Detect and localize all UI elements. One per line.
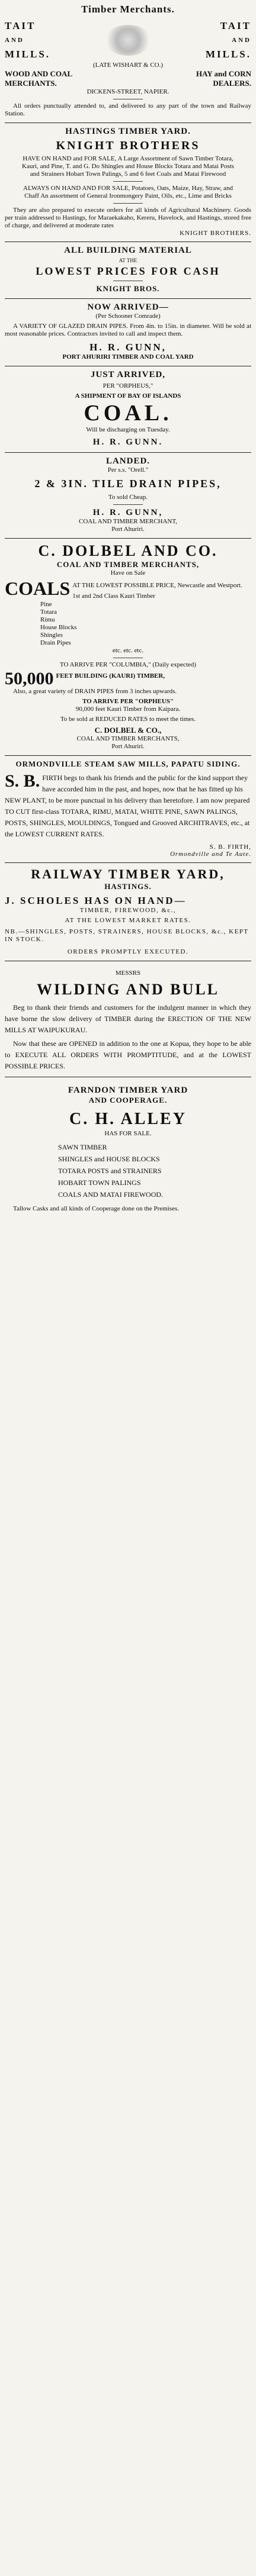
ad-title: Timber Merchants. [81, 4, 175, 15]
ad-knight-brothers [5, 123, 251, 242]
address: DICKENS-STREET, NAPIER. [87, 88, 169, 95]
item-list [5, 1141, 251, 1200]
sub: (LATE WISHART & CO.) [92, 62, 164, 69]
ad-gunn-coal: JUST ARRIVED, PER "ORPHEUS," A SHIPMENT OF BAY OF ISLANDS COAL. Will be discharging on Tuesday. H. R. GUNN. [5, 366, 251, 453]
produce-list: ALWAYS ON HAND AND FOR SALE, Potatoes, Oats, Maize, Hay, Straw, and Chaff An assortment of General Ironmongery Paint, Oils, etc., Lime and Bricks [23, 185, 233, 199]
ad-dolbel: C. DOLBEL AND CO. COAL AND TIMBER MERCHANTS, Have on Sale COALS AT THE LOWEST POSSIBLE PRICE, Newcastle and Westport. 1st and 2nd Class Kauri Timber Pine Totara Rimu House Blocks Shingles Drain Pipes etc. etc. etc. TO ARRIVE PER "COLUMBIA," (Daily expected) 50,000 FEET BUILDING (KAURI) TIMBER, Also, a great variety of DRAIN PIPES from 3 inches upwards. TO ARRIVE PER "ORPHEUS" 90,000 feet Kauri Timber from Kaipara. To be sold at REDUCED RATES to meet the times. C. DOLBEL & CO., COAL AND TIMBER MERCHANTS, Port Ahuriri. [5, 539, 251, 756]
ad-railway-timber-yard: RAILWAY TIMBER YARD, HASTINGS. J. SCHOLES HAS ON HAND— TIMBER, FIREWOOD, &c., AT THE LOWEST MARKET RATES. NB.—SHINGLES, POSTS, STRAINERS, HOUSE BLOCKS, &c., KEPT IN STOCK. ORDERS PROMPTLY EXECUTED. [5, 863, 251, 961]
list-item: House Blocks [40, 624, 77, 631]
firm-name: C. H. ALLEY [69, 1110, 187, 1128]
ad-wilding-bull: MESSRS WILDING AND BULL Beg to thank their friends and customers for the indulgent manner in which they have borne the slow delivery of TIMBER during the ERECTION OF THE NEW MILLS AT WAIPUKURAU. Now that these are OPENED in addition to the one at Kopua, they hope to be able to EXECUTE ALL ORDERS WITH PROMPTITUDE, and at the LOWEST POSSIBLE PRICES. [5, 961, 251, 1077]
firm-emblem-icon [104, 25, 152, 56]
stock-list: HAVE ON HAND and FOR SALE, A Large Assortment of Sawn Timber Totara, Kauri, and Pine, T. and G. Do Shingles and House Blocks Totara and Matai Posts and Strainers Hobart Town Palings, 5 and 6 feet Coals and Matai Firewood [22, 155, 234, 178]
signature: KNIGHT BROTHERS. [180, 230, 251, 237]
left-banner: TAIT AND MILLS. [5, 20, 51, 60]
list-item: Totara [40, 608, 57, 616]
list-item: Pine [40, 601, 52, 608]
list-item: HOBART TOWN PALINGS [58, 1178, 141, 1187]
newspaper-column [5, 0, 251, 1218]
initials: S. B. [5, 771, 40, 791]
note: All orders punctually attended to, and delivered to any part of the town and Railway Station. [5, 102, 251, 117]
list-item: COALS AND MATAI FIREWOOD. [58, 1190, 164, 1199]
item-list [5, 601, 251, 647]
list-item: Rimu [40, 616, 55, 623]
list-item: SAWN TIMBER [58, 1143, 107, 1151]
ad-farndon-timber-yard: FARNDON TIMBER YARD AND COOPERAGE. C. H. ALLEY HAS FOR SALE. SAWN TIMBER SHINGLES and HOUSE BLOCKS TOTARA POSTS and STRAINERS HOBART TOWN PALINGS COALS AND MATAI FIREWOOD. Tallow Casks and all kinds of Cooperage done on the Premises. [5, 1077, 251, 1218]
coals-word: COALS [5, 578, 71, 599]
ad-firth-saw-mills: ORMONDVILLE STEAM SAW MILLS, PAPATU SIDING. S. B. FIRTH begs to thank his friends and the public for the kind support they have accorded him in the past, and hopes, now that he has fitted up his NEW PLANT, to be more punctual in his delivery than heretofore. I am now prepared TO CUT first-class TOTARA, RIMU, MATAI, WHITE PINE, SAWN PALINGS, POSTS, SHINGLES, MOULDINGS, Tongued and Grooved ARCHITRAVES, etc., at the LOWEST CURRENT RATES. S. B. FIRTH, Ormondville and Te Aute. [5, 756, 251, 863]
firm-name: KNIGHT BROTHERS [56, 139, 200, 152]
list-item: Shingles [40, 632, 63, 639]
ad-title: HASTINGS TIMBER YARD. [65, 127, 191, 136]
firm-name: WILDING AND BULL [36, 981, 220, 998]
firm-name: C. DOLBEL AND CO. [38, 542, 218, 559]
ad-gunn-drain-pipes: NOW ARRIVED— (Per Schooner Comrade) A VARIETY OF GLAZED DRAIN PIPES. From 4in. to 15in. in diameter. Will be sold at most reasonable prices. Contractors invited to call and inspect them. H. R. GUNN, PORT AHURIRI TIMBER AND COAL YARD [5, 299, 251, 366]
list-item: Drain Pipes [40, 639, 71, 646]
right-banner: TAIT AND MILLS. [205, 20, 251, 60]
list-item: TOTARA POSTS and STRAINERS [58, 1167, 162, 1175]
ad-knight-bros-cash: ALL BUILDING MATERIAL AT THE LOWEST PRICES FOR CASH KNIGHT BROS. [5, 242, 251, 299]
notice: They are also prepared to execute orders for all kinds of Agricultural Machinery. Goods per train addressed to Hastings, for Maraekakaho, Kereru, Havelock, and Hastings, stored free of charge, and delivered at moderate rates [5, 207, 251, 229]
list-item: SHINGLES and HOUSE BLOCKS [58, 1155, 160, 1163]
ad-tait-mills: Timber Merchants. TAIT AND MILLS. TAIT AND MILLS. (LATE WISHART & CO.) WOOD AND COAL HAY and CORN MERCHANTS. DEALERS. DICKENS-STREET, NAPIER. All orders punctually attended to, and delivered to any part of the town and Railway Station. [5, 0, 251, 123]
ad-gunn-tile-pipes: LANDED. Per s.s. "Orell." 2 & 3IN. TILE DRAIN PIPES, To sold Cheap. H. R. GUNN, COAL AND TIMBER MERCHANT, Port Ahuriri. [5, 453, 251, 539]
